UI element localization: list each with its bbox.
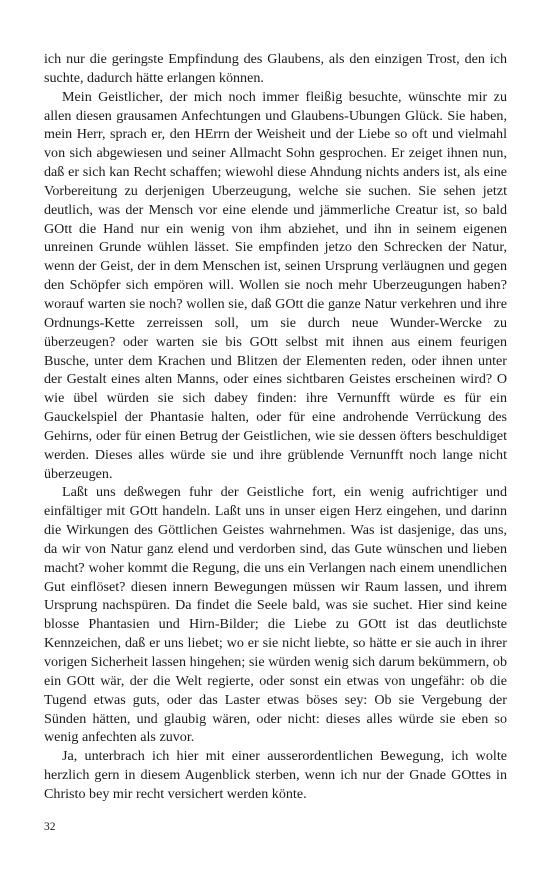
body-text	[44, 50, 507, 804]
paragraph-continuation: ich nur die geringste Empfindung des Glaubens, als den einzigen Trost, den ich suchte, dadurch hätte erlangen können.	[44, 51, 507, 86]
paragraph: Mein Geistlicher, der mich noch immer fleißig besuchte, wünschte mir zu allen diesen grausamen Anfechtungen und Glaubens-Ubungen Glück. Sie haben, mein Herr, sprach er, den HErrn der Weisheit und der Liebe so oft und vielmahl von sich abgewiesen und seiner Allmacht Sohn gesprochen. Er zeiget ihnen nun, daß er sich kan Recht schaffen; wiewohl diese Ahndung nichts anders ist, als eine Vorbereitung zu derjenigen Uberzeugung, welche sie suchen. Sie sehen jetzt deutlich, was der Mensch vor eine elende und jämmerliche Creatur ist, so bald GOtt die Hand nur ein wenig von ihm abziehet, und ihn in seinem eigenen unreinen Grunde wühlen lässet. Sie empfinden jetzo den Schrecken der Natur, wenn der Geist, der in dem Menschen ist, seinen Ursprung verläugnen und gegen den Schöpfer sich empören will. Wollen sie noch mehr Uberzeugungen haben? worauf warten sie noch? wollen sie, daß GOtt die ganze Natur verkehren und ihre Ordnungs-Kette zerreissen soll, um sie durch neue Wunder-Wercke zu überzeugen? oder warten sie bis GOtt selbst mit ihnen aus einem feurigen Busche, unter dem Krachen und Blitzen der Elementen reden, oder ihnen unter der Gestalt eines alten Manns, oder eines sichtbaren Geistes erscheinen wird? O wie übel würden sie sich dabey finden: ihre Vernunfft würde es für ein Gauckelspiel der Phantasie halten, oder für eine androhende Verrückung des Gehirns, oder für einen Betrug der Geistlichen, wie sie dessen öfters beschuldiget werden. Dieses alles würde sie und ihre grüblende Vernunfft noch lange nicht überzeugen.	[44, 88, 507, 482]
page-number: 32	[44, 821, 56, 833]
paragraph: Laßt uns deßwegen fuhr der Geistliche fort, ein wenig aufrichtiger und einfältiger mit GOtt handeln. Laßt uns in unser eigen Herz eingehen, und darinn die Wirkungen des Göttlichen Geistes wahrnehmen. Was ist dasjenige, das uns, da wir von Natur ganz elend und verdorben sind, das Gute wünschen und lieben macht? woher kommt die Regung, die uns ein Verlangen nach einem unendlichen Gut einflöset? diesen innern Bewegungen müssen wir Raum lassen, und ihrem Ursprung nachspüren. Da findet die Seele bald, was sie suchet. Hier sind keine blosse Phantasien und Hirn-Bilder; die Liebe zu GOtt ist das deutlichste Kennzeichen, daß er uns liebet; wo er sie nicht liebte, so hätte er sie auch in ihrer vorigen Sicherheit lassen hingehen; sie würden wenig sich darum bekümmern, ob ein GOtt wär, der die Welt regierte, oder sonst ein etwas von ungefähr: ob die Tugend etwas guts, oder das Laster etwas böses sey: Ob sie Vergebung der Sünden hätten, und glaubig wären, oder nicht: dieses alles würde sie eben so wenig anfechten als zuvor.	[44, 484, 507, 746]
paragraph: Ja, unterbrach ich hier mit einer ausserordentlichen Bewegung, ich wolte herzlich gern in diesem Augenblick sterben, wenn ich nur der Gnade GOttes in Christo bey mir recht versichert werden könte.	[44, 748, 507, 802]
